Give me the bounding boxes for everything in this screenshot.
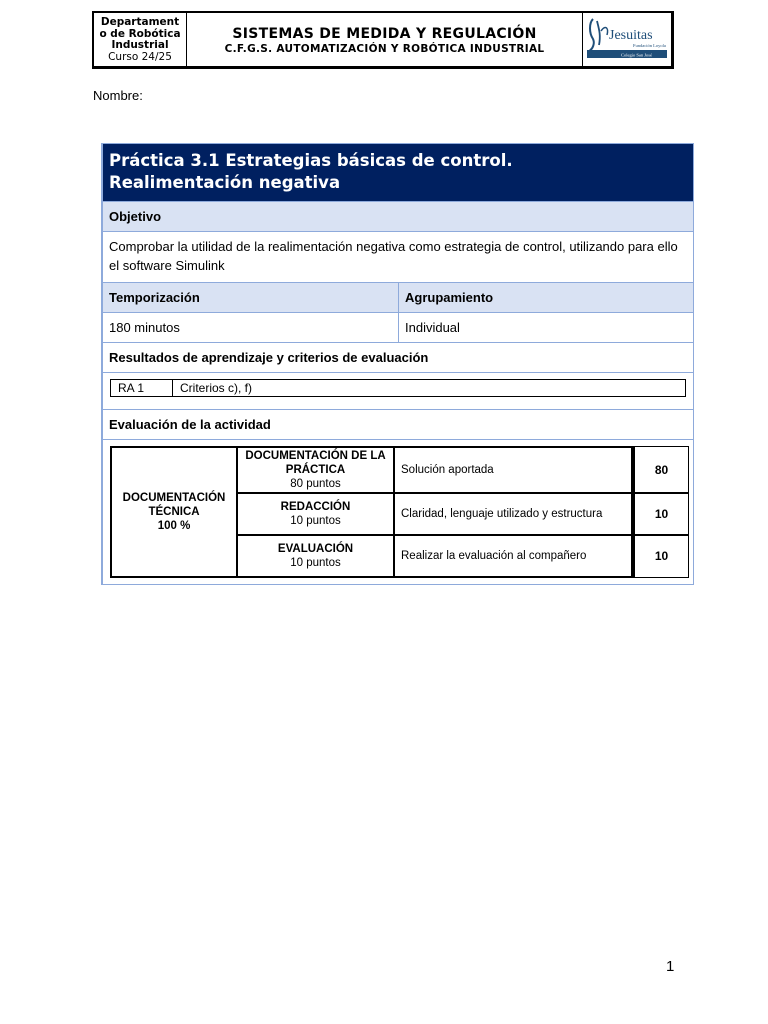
item-name-line1: EVALUACIÓN — [277, 543, 354, 555]
resultados-label: Resultados de aprendizaje y criterios de evaluación — [109, 350, 429, 365]
jesuitas-logo — [583, 13, 671, 66]
evaluation-item-name — [236, 492, 395, 536]
program-subtitle: C.F.G.S. AUTOMATIZACIÓN Y ROBÓTICA INDUSTRIAL — [224, 43, 545, 55]
subject-title: SISTEMAS DE MEDIDA Y REGULACIÓN — [232, 26, 537, 42]
evaluacion-header — [103, 410, 693, 440]
evaluation-item-name — [236, 534, 395, 578]
evaluation-item-score: 80 — [633, 446, 689, 494]
header-title-box — [187, 13, 583, 66]
agrupamiento-label: Agrupamiento — [405, 290, 494, 305]
logo-line1: Fundación Loyola — [633, 43, 666, 48]
evaluation-item-score: 10 — [633, 534, 689, 578]
ra-row — [103, 379, 693, 410]
category-line2: TÉCNICA — [148, 506, 200, 518]
item-name-line2: PRÁCTICA — [285, 464, 346, 476]
objetivo-label: Objetivo — [109, 209, 162, 224]
logo-icon — [587, 15, 667, 63]
temporizacion-label: Temporización — [103, 283, 399, 312]
evaluation-item-description: Realizar la evaluación al compañero — [393, 534, 633, 578]
name-label: Nombre: — [93, 88, 143, 103]
objetivo-text: Comprobar la utilidad de la realimentación negativa como estrategia de control, utilizando para ello el software Simulink — [103, 232, 693, 283]
evaluation-item-name — [236, 446, 395, 494]
item-name-line1: DOCUMENTACIÓN DE LA — [245, 450, 386, 462]
item-points: 10 puntos — [290, 515, 341, 527]
ra-table — [110, 379, 686, 397]
temporizacion-value: 180 minutos — [103, 313, 399, 342]
category-percent: 100 % — [157, 520, 191, 532]
page-number: 1 — [666, 958, 675, 975]
dept-line-2: o de Robótica — [99, 27, 181, 40]
item-points: 10 puntos — [290, 557, 341, 569]
dept-line-1: Departament — [100, 16, 180, 28]
temporizacion-header-row — [103, 283, 693, 313]
department-box — [94, 13, 187, 66]
practice-title-line1: Práctica 3.1 Estrategias básicas de control. — [109, 151, 513, 170]
category-line1: DOCUMENTACIÓN — [122, 492, 226, 504]
practice-table — [101, 143, 694, 585]
objetivo-header — [103, 202, 693, 232]
temporizacion-value-row — [103, 313, 693, 343]
evaluation-category — [110, 446, 238, 578]
evaluation-item-description: Solución aportada — [393, 446, 633, 494]
evaluation-item-score: 10 — [633, 492, 689, 536]
document-header — [92, 11, 674, 69]
evaluacion-label: Evaluación de la actividad — [109, 417, 271, 432]
resultados-header — [103, 343, 693, 373]
logo-name: Jesuitas — [609, 28, 653, 43]
dept-line-3: Industrial — [111, 39, 169, 51]
evaluation-table — [110, 446, 689, 578]
ra-label: RA 1 — [111, 380, 173, 396]
practice-title — [103, 144, 693, 202]
practice-title-line2: Realimentación negativa — [109, 173, 341, 192]
item-points: 80 puntos — [290, 478, 341, 490]
logo-line2: Colegio San José — [621, 52, 652, 58]
evaluation-row — [103, 440, 693, 584]
item-name-line1: REDACCIÓN — [280, 501, 351, 513]
criterios-label: Criterios c), f) — [180, 381, 252, 395]
agrupamiento-value: Individual — [405, 320, 460, 335]
course-label: Curso 24/25 — [108, 50, 172, 63]
evaluation-item-description: Claridad, lenguaje utilizado y estructura — [393, 492, 633, 536]
